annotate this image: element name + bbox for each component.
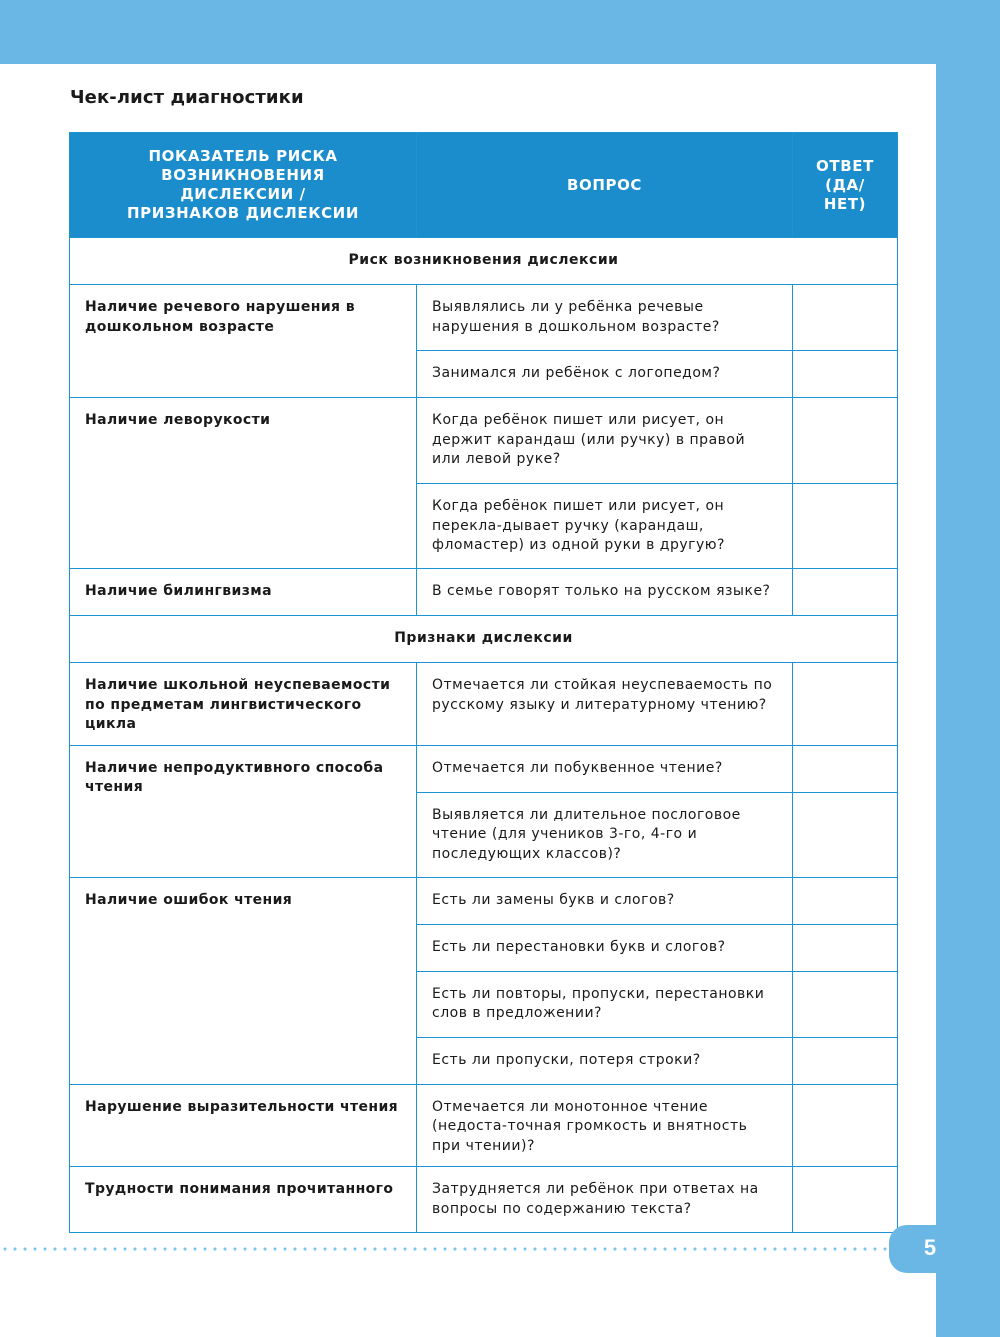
question-cell: Есть ли повторы, пропуски, перестановки слов в предложении? xyxy=(417,971,793,1037)
question-cell: Выявлялись ли у ребёнка речевые нарушения в дошкольном возрасте? xyxy=(417,285,793,351)
answer-cell[interactable] xyxy=(793,285,898,351)
table-row xyxy=(70,877,898,924)
answer-cell[interactable] xyxy=(793,924,898,971)
table-row xyxy=(70,398,898,484)
indicator-cell: Наличие билингвизма xyxy=(70,569,417,616)
answer-cell[interactable] xyxy=(793,1037,898,1084)
header-answer: ОТВЕТ (ДА/НЕТ) xyxy=(793,133,898,238)
indicator-cell: Наличие леворукости xyxy=(70,398,417,569)
section-title: Риск возникновения дислексии xyxy=(70,238,898,285)
dotted-divider xyxy=(0,1247,888,1251)
header-indicator: ПОКАЗАТЕЛЬ РИСКА ВОЗНИКНОВЕНИЯ ДИСЛЕКСИИ / ПРИЗНАКОВ ДИСЛЕКСИИ xyxy=(70,133,417,238)
question-cell: Отмечается ли монотонное чтение (недоста-точная громкость и внятность при чтении)? xyxy=(417,1084,793,1167)
page-title: Чек-лист диагностики xyxy=(70,87,304,108)
answer-cell[interactable] xyxy=(793,663,898,746)
page-number-badge xyxy=(889,1225,1000,1273)
table-row xyxy=(70,285,898,351)
table-row xyxy=(70,1167,898,1233)
table-row xyxy=(70,745,898,792)
section-row xyxy=(70,238,898,285)
page-frame-right xyxy=(936,0,1000,1337)
question-cell: Когда ребёнок пишет или рисует, он перекла-дывает ручку (карандаш, фломастер) из одной руки в другую? xyxy=(417,484,793,569)
question-cell: В семье говорят только на русском языке? xyxy=(417,569,793,616)
question-cell: Занимался ли ребёнок с логопедом? xyxy=(417,351,793,398)
indicator-cell: Наличие речевого нарушения в дошкольном возрасте xyxy=(70,285,417,398)
answer-cell[interactable] xyxy=(793,792,898,877)
checklist-table xyxy=(69,132,898,1233)
page-frame-top xyxy=(0,0,1000,64)
answer-cell[interactable] xyxy=(793,745,898,792)
question-cell: Затрудняется ли ребёнок при ответах на вопросы по содержанию текста? xyxy=(417,1167,793,1233)
question-cell: Выявляется ли длительное послоговое чтение (для учеников 3-го, 4-го и последующих классов)? xyxy=(417,792,793,877)
table-row xyxy=(70,569,898,616)
question-cell: Отмечается ли побуквенное чтение? xyxy=(417,745,793,792)
question-cell: Когда ребёнок пишет или рисует, он держит карандаш (или ручку) в правой или левой руке? xyxy=(417,398,793,484)
header-question: ВОПРОС xyxy=(417,133,793,238)
table-row xyxy=(70,663,898,746)
section-title: Признаки дислексии xyxy=(70,616,898,663)
indicator-cell: Наличие ошибок чтения xyxy=(70,877,417,1084)
indicator-cell: Нарушение выразительности чтения xyxy=(70,1084,417,1167)
answer-cell[interactable] xyxy=(793,569,898,616)
answer-cell[interactable] xyxy=(793,1084,898,1167)
question-cell: Отмечается ли стойкая неуспеваемость по русскому языку и литературному чтению? xyxy=(417,663,793,746)
indicator-cell: Наличие школьной неуспеваемости по предметам лингвистического цикла xyxy=(70,663,417,746)
indicator-cell: Трудности понимания прочитанного xyxy=(70,1167,417,1233)
section-row xyxy=(70,616,898,663)
answer-cell[interactable] xyxy=(793,398,898,484)
page-number: 5 xyxy=(923,1235,937,1260)
table-header-row xyxy=(70,133,898,238)
answer-cell[interactable] xyxy=(793,1167,898,1233)
question-cell: Есть ли замены букв и слогов? xyxy=(417,877,793,924)
indicator-cell: Наличие непродуктивного способа чтения xyxy=(70,745,417,877)
answer-cell[interactable] xyxy=(793,877,898,924)
table-row xyxy=(70,1084,898,1167)
question-cell: Есть ли пропуски, потеря строки? xyxy=(417,1037,793,1084)
answer-cell[interactable] xyxy=(793,351,898,398)
question-cell: Есть ли перестановки букв и слогов? xyxy=(417,924,793,971)
answer-cell[interactable] xyxy=(793,484,898,569)
checklist-body xyxy=(70,238,898,1233)
answer-cell[interactable] xyxy=(793,971,898,1037)
